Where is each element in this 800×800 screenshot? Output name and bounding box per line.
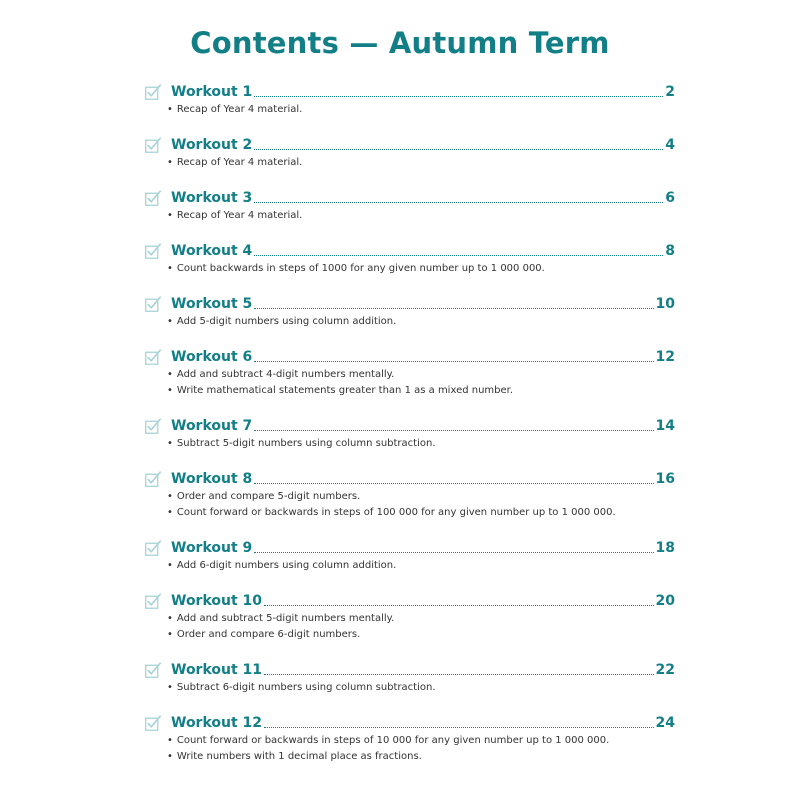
checked-box-icon — [145, 593, 161, 609]
dot-leader — [254, 429, 653, 431]
page-number: 12 — [655, 349, 675, 365]
toc-entry-heading — [145, 591, 675, 610]
page-number: 4 — [665, 137, 675, 153]
toc-entry-heading — [145, 294, 675, 313]
objective-item: • Write numbers with 1 decimal place as fractions. — [167, 749, 675, 765]
workout-title: Workout 5 — [171, 296, 253, 312]
toc-entry-heading — [145, 469, 675, 488]
toc-entry-heading — [145, 241, 675, 260]
checked-box-icon — [145, 418, 161, 434]
toc-entry — [145, 469, 675, 521]
workout-title: Workout 7 — [171, 418, 253, 434]
toc-entry — [145, 591, 675, 643]
checked-box-icon — [145, 84, 161, 100]
dot-leader — [264, 726, 653, 728]
workout-title: Workout 3 — [171, 190, 253, 206]
checked-box-icon — [145, 296, 161, 312]
objective-list — [167, 611, 675, 643]
dot-leader — [254, 148, 663, 150]
objective-list — [167, 680, 675, 696]
toc-entry — [145, 82, 675, 118]
objective-list — [167, 314, 675, 330]
checked-box-icon — [145, 662, 161, 678]
checked-box-icon — [145, 190, 161, 206]
objective-list — [167, 367, 675, 399]
workout-title: Workout 4 — [171, 243, 253, 259]
toc-entry — [145, 416, 675, 452]
workout-title: Workout 1 — [171, 84, 253, 100]
objective-item: • Recap of Year 4 material. — [167, 155, 675, 171]
toc-entry-heading — [145, 135, 675, 154]
objective-item: • Count forward or backwards in steps of 10 000 for any given number up to 1 000 000. — [167, 733, 675, 749]
dot-leader — [254, 551, 653, 553]
dot-leader — [254, 254, 663, 256]
page-number: 22 — [655, 662, 675, 678]
objective-list — [167, 261, 675, 277]
workout-title: Workout 9 — [171, 540, 253, 556]
checked-box-icon — [145, 349, 161, 365]
dot-leader — [254, 201, 663, 203]
objective-list — [167, 208, 675, 224]
workout-title: Workout 8 — [171, 471, 253, 487]
contents-list — [145, 82, 675, 765]
page-number: 16 — [655, 471, 675, 487]
objective-item: • Add and subtract 5-digit numbers mentally. — [167, 611, 675, 627]
page-number: 14 — [655, 418, 675, 434]
objective-item: • Recap of Year 4 material. — [167, 102, 675, 118]
toc-entry-heading — [145, 82, 675, 101]
checked-box-icon — [145, 715, 161, 731]
objective-item: • Order and compare 5-digit numbers. — [167, 489, 675, 505]
objective-list — [167, 102, 675, 118]
page-number: 20 — [655, 593, 675, 609]
objective-list — [167, 155, 675, 171]
toc-entry — [145, 713, 675, 765]
page-number: 18 — [655, 540, 675, 556]
toc-entry-heading — [145, 416, 675, 435]
objective-list — [167, 436, 675, 452]
toc-entry-heading — [145, 188, 675, 207]
toc-entry — [145, 241, 675, 277]
workout-title: Workout 12 — [171, 715, 263, 731]
objective-item: • Count backwards in steps of 1000 for any given number up to 1 000 000. — [167, 261, 675, 277]
objective-item: • Write mathematical statements greater than 1 as a mixed number. — [167, 383, 675, 399]
toc-entry-heading — [145, 538, 675, 557]
checked-box-icon — [145, 540, 161, 556]
toc-entry — [145, 660, 675, 696]
objective-item: • Subtract 5-digit numbers using column subtraction. — [167, 436, 675, 452]
objective-item: • Add and subtract 4-digit numbers mentally. — [167, 367, 675, 383]
workout-title: Workout 10 — [171, 593, 263, 609]
toc-entry — [145, 135, 675, 171]
dot-leader — [254, 482, 653, 484]
objective-list — [167, 489, 675, 521]
objective-item: • Add 6-digit numbers using column addition. — [167, 558, 675, 574]
dot-leader — [264, 673, 653, 675]
dot-leader — [254, 360, 653, 362]
dot-leader — [254, 95, 663, 97]
toc-entry-heading — [145, 713, 675, 732]
page-number: 10 — [655, 296, 675, 312]
workout-title: Workout 2 — [171, 137, 253, 153]
page-number: 24 — [655, 715, 675, 731]
objective-list — [167, 733, 675, 765]
objective-list — [167, 558, 675, 574]
checked-box-icon — [145, 471, 161, 487]
toc-entry — [145, 294, 675, 330]
objective-item: • Add 5-digit numbers using column addition. — [167, 314, 675, 330]
workout-title: Workout 6 — [171, 349, 253, 365]
objective-item: • Count forward or backwards in steps of 100 000 for any given number up to 1 000 000. — [167, 505, 675, 521]
toc-entry-heading — [145, 347, 675, 366]
objective-item: • Order and compare 6-digit numbers. — [167, 627, 675, 643]
page-title: Contents — Autumn Term — [190, 26, 610, 60]
toc-entry-heading — [145, 660, 675, 679]
toc-entry — [145, 347, 675, 399]
page-number: 6 — [665, 190, 675, 206]
page-number: 2 — [665, 84, 675, 100]
checked-box-icon — [145, 137, 161, 153]
objective-item: • Recap of Year 4 material. — [167, 208, 675, 224]
objective-item: • Subtract 6-digit numbers using column subtraction. — [167, 680, 675, 696]
dot-leader — [264, 604, 653, 606]
toc-entry — [145, 538, 675, 574]
checked-box-icon — [145, 243, 161, 259]
page-number: 8 — [665, 243, 675, 259]
dot-leader — [254, 307, 653, 309]
toc-entry — [145, 188, 675, 224]
workout-title: Workout 11 — [171, 662, 263, 678]
